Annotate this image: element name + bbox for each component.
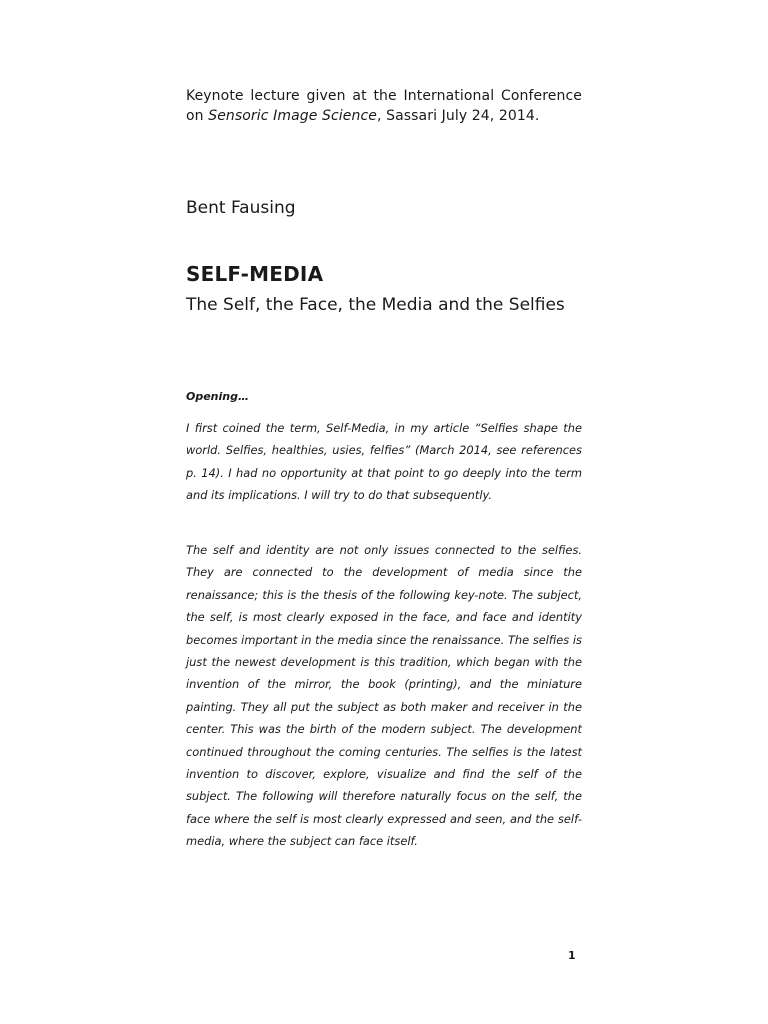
keynote-text-after: , Sassari July 24, 2014. (377, 108, 540, 124)
conference-name: Sensoric Image Science (208, 108, 377, 124)
body-paragraph: I first coined the term, Self-Media, in my article “Selfies shape the world. Selfies, healthies, usies, felfies” (March 2014, see references p. 14). I had no opportunity at that point to go deeply into the term and its implications. I will try to do that subsequently. (186, 421, 582, 503)
body-paragraph: The self and identity are not only issues connected to the selfies. They are connected to the development of media since the renaissance; this is the thesis of the following key-note. The subject, the self, is most clearly exposed in the face, and face and identity becomes important in the media since the renaissance. The selfies is just the newest development is this tradition, which began with the invention of the mirror, the book (printing), and the miniature painting. They all put the subject as both maker and receiver in the center. This was the birth of the modern subject. The development continued throughout the coming centuries. The selfies is the latest invention to discover, explore, visualize and find the self of the subject. The following will therefore naturally focus on the self, the face where the self is most clearly expressed and seen, and the self-media, where the subject can face itself. (186, 543, 582, 849)
author-name: Bent Fausing (186, 198, 296, 218)
document-subtitle: The Self, the Face, the Media and the Selfies (186, 295, 565, 315)
keynote-note (186, 86, 582, 126)
document-title: SELF-MEDIA (186, 262, 324, 286)
keynote-text-before: Keynote lecture given at the International Conference on (186, 88, 582, 124)
section-heading: Opening… (186, 390, 249, 403)
page-number: 1 (568, 949, 576, 962)
